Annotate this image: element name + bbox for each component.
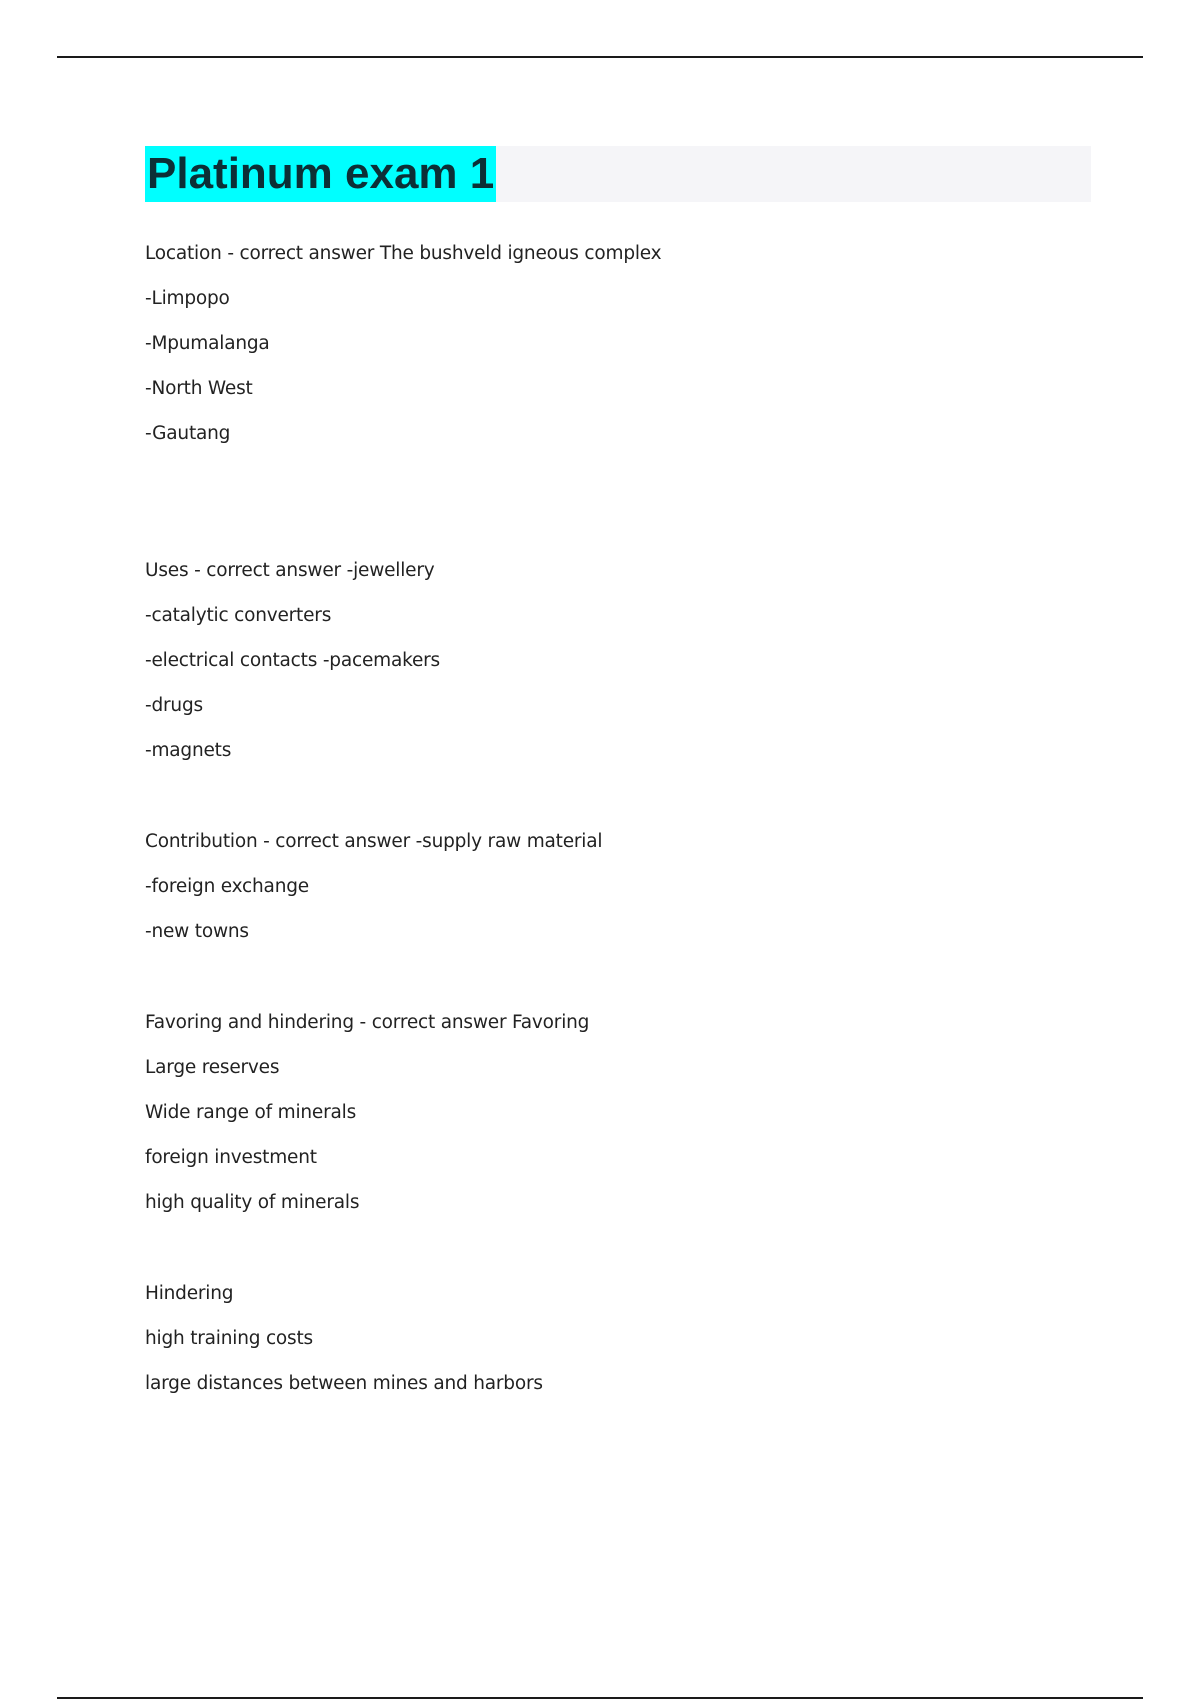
contribution-item: -new towns — [145, 921, 249, 942]
uses-question: Uses - correct answer -jewellery — [145, 560, 435, 581]
favoring-question: Favoring and hindering - correct answer Favoring — [145, 1012, 590, 1033]
uses-item: -catalytic converters — [145, 605, 332, 626]
section-location — [145, 242, 1091, 446]
uses-item: -drugs — [145, 695, 203, 716]
favoring-item: Wide range of minerals — [145, 1102, 357, 1123]
favoring-item: Large reserves — [145, 1057, 280, 1078]
location-question: Location - correct answer The bushveld igneous complex — [145, 243, 662, 264]
location-item: -Mpumalanga — [145, 333, 270, 354]
hindering-item: large distances between mines and harbors — [145, 1373, 543, 1394]
uses-item: -magnets — [145, 740, 232, 761]
document-title: Platinum exam 1 — [145, 146, 496, 202]
hindering-item: high training costs — [145, 1328, 313, 1349]
favoring-item: high quality of minerals — [145, 1192, 360, 1213]
location-item: -North West — [145, 378, 253, 399]
document-body — [145, 242, 1091, 1396]
location-item: -Limpopo — [145, 288, 230, 309]
top-rule — [57, 56, 1143, 58]
section-favoring — [145, 1011, 1091, 1215]
section-uses — [145, 559, 1091, 763]
bottom-rule — [57, 1697, 1143, 1699]
contribution-question: Contribution - correct answer -supply raw material — [145, 831, 603, 852]
uses-item: -electrical contacts -pacemakers — [145, 650, 440, 671]
favoring-item: foreign investment — [145, 1147, 317, 1168]
section-hindering — [145, 1282, 1091, 1396]
hindering-heading: Hindering — [145, 1283, 234, 1304]
contribution-item: -foreign exchange — [145, 876, 309, 897]
location-item: -Gautang — [145, 423, 231, 444]
section-contribution — [145, 830, 1091, 944]
